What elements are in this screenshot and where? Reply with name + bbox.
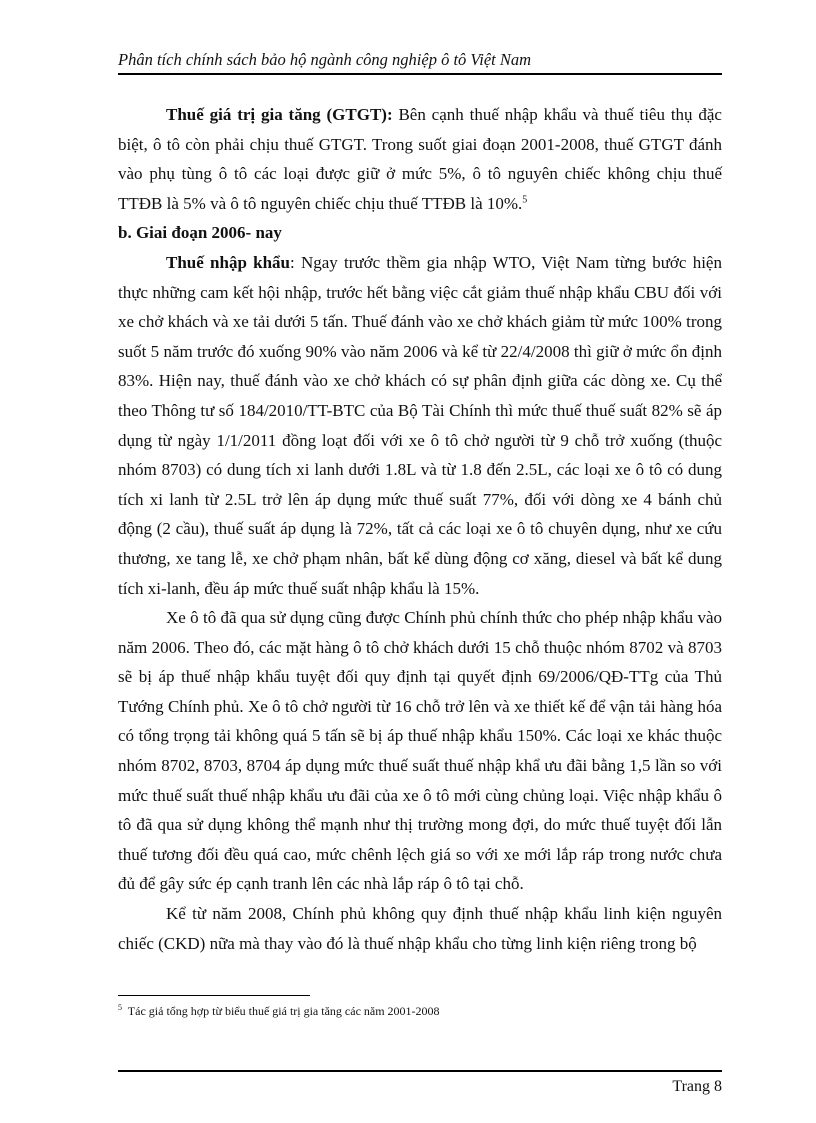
paragraph-import-tax [118, 248, 722, 603]
vat-text: Bên cạnh thuế nhập khẩu và thuế tiêu thụ đặc biệt, ô tô còn phải chịu thuế GTGT. Trong suốt giai đoạn 2001-2008, thuế GTGT đánh vào phụ tùng ô tô các loại được giữ ở mức 5%, ô tô nguyên chiếc không chịu thuế TTĐB là 5% và ô tô nguyên chiếc chịu thuế TTĐB là 10%. [118, 105, 722, 213]
page-number: Trang 8 [672, 1078, 722, 1095]
document-body [118, 100, 722, 958]
footnote-marker: 5 [118, 1003, 122, 1012]
section-heading: b. Giai đoạn 2006- nay [118, 223, 282, 243]
footnote-divider [118, 995, 310, 996]
footer-divider [118, 1070, 722, 1072]
import-tax-text: : Ngay trước thềm gia nhập WTO, Việt Nam từng bước hiện thực những cam kết hội nhập, trước hết bằng việc cắt giảm thuế nhập khẩu CBU đối với xe chở khách và xe tải dưới 5 tấn. Thuế đánh vào xe chở khách giảm từ mức 100% trong suốt 5 năm trước đó xuống 90% vào năm 2006 và kể từ 22/4/2008 thì giữ ở mức ổn định 83%. Hiện nay, thuế đánh vào xe chở khách có sự phân định giữa các dòng xe. Cụ thể theo Thông tư số 184/2010/TT-BTC của Bộ Tài Chính thì mức thuế thuế suất 82% sẽ áp dụng từ ngày 1/1/2011 đồng loạt đối với xe ô tô chở người từ 9 chỗ trở xuống (thuộc nhóm 8703) có dung tích xi lanh dưới 1.8L và từ 1.8 đến 2.5L, các loại xe ô tô có dung tích xi lanh từ 2.5L trở lên áp dụng mức thuế suất 77%, đối với dòng xe 4 bánh chủ động (2 cầu), thuế suất áp dụng là 72%, tất cả các loại xe ô tô chuyên dụng, như xe cứu thương, xe tang lễ, xe chở phạm nhân, bất kể dùng động cơ xăng, diesel và bất kể dung tích xi-lanh, đều áp mức thuế suất nhập khẩu là 15%. [118, 252, 722, 598]
footnote [118, 1004, 722, 1019]
footnote-reference[interactable]: 5 [522, 194, 528, 206]
header-divider [118, 73, 722, 75]
paragraph-vat [118, 100, 722, 218]
page-header-title: Phân tích chính sách bảo hộ ngành công nghiệp ô tô Việt Nam [118, 50, 532, 69]
vat-lead-term: Thuế giá trị gia tăng (GTGT): [166, 105, 393, 124]
paragraph-ckd: Kể từ năm 2008, Chính phủ không quy định thuế nhập khẩu linh kiện nguyên chiếc (CKD) nữa mà thay vào đó là thuế nhập khẩu cho từng linh kiện riêng trong bộ [118, 904, 722, 953]
import-tax-lead-term: Thuế nhập khẩu [166, 252, 291, 272]
paragraph-used-cars: Xe ô tô đã qua sử dụng cũng được Chính phủ chính thức cho phép nhập khẩu vào năm 2006. Theo đó, các mặt hàng ô tô chở khách dưới 15 chỗ thuộc nhóm 8702 và 8703 sẽ bị áp thuế nhập khẩu tuyệt đối quy định tại quyết định 69/2006/QĐ-TTg của Thủ Tướng Chính phủ. Xe ô tô chở người từ 16 chỗ trở lên và xe thiết kế để vận tải hàng hóa có tổng trọng tải không quá 5 tấn sẽ bị áp thuế nhập khẩu 150%. Các loại xe khác thuộc nhóm 8702, 8703, 8704 áp dụng mức thuế suất thuế nhập khẩ ưu đãi bằng 1,5 lần so với mức thuế suất thuế nhập khẩu ưu đãi của xe ô tô mới cùng chủng loại. Việc nhập khẩu ô tô đã qua sử dụng không thể mạnh như thị trường mong đợi, do mức thuế tuyệt đối lẫn thuế tương đối đều quá cao, mức chênh lệch giá so với xe mới lắp ráp trong nước chưa đủ để gây sức ép cạnh tranh lên các nhà lắp ráp ô tô tại chỗ. [118, 608, 722, 894]
footnote-text: Tác giả tổng hợp từ biểu thuế giá trị gia tăng các năm 2001-2008 [127, 1004, 440, 1018]
